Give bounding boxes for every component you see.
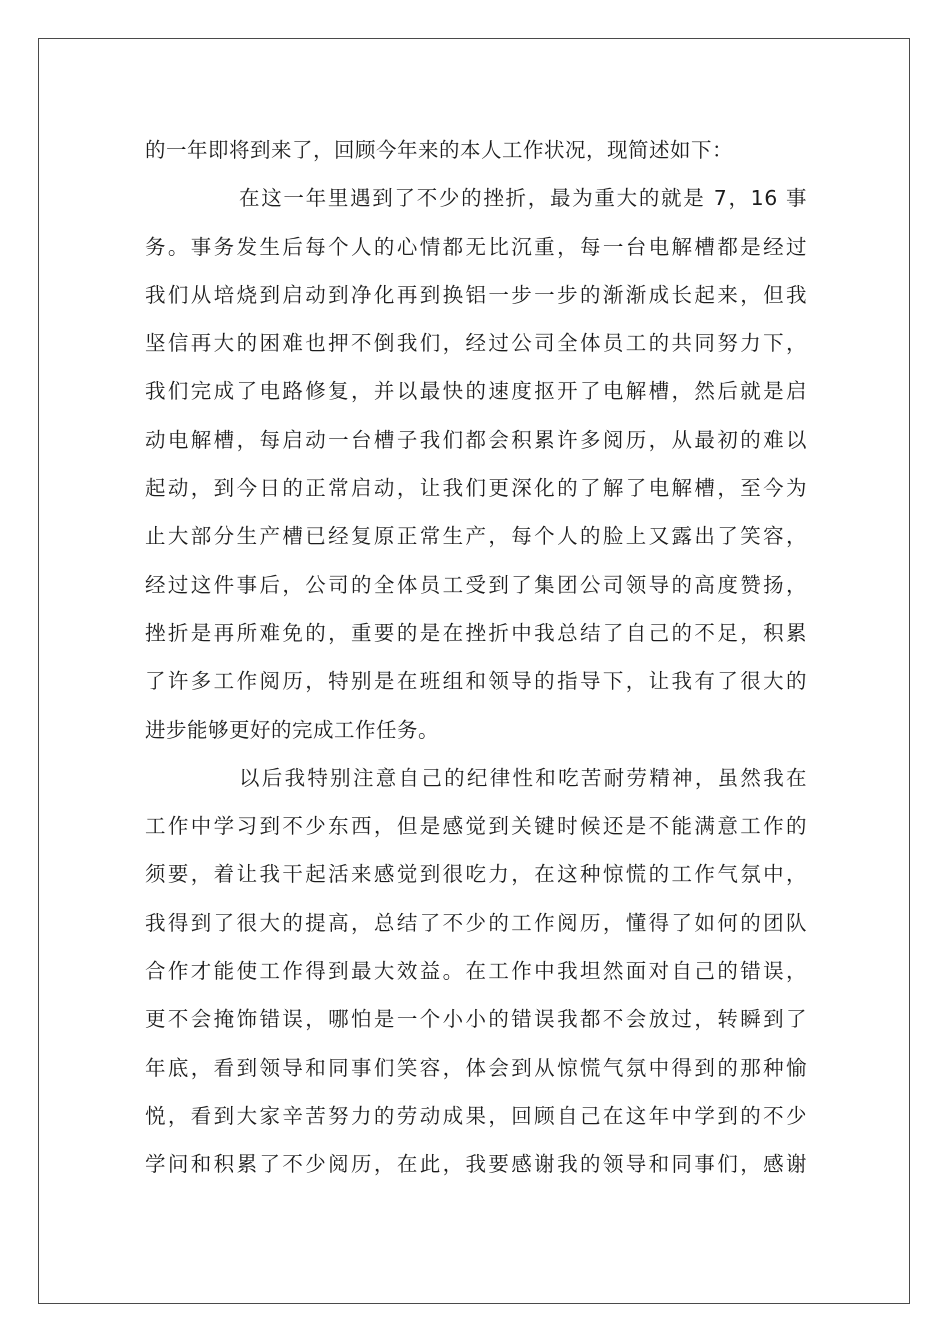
text-line: 了许多工作阅历，特别是在班组和领导的指导下，让我有了很大的 xyxy=(145,669,807,694)
document-body xyxy=(145,126,807,1189)
text-line: 务。事务发生后每个人的心情都无比沉重，每一台电解槽都是经过 xyxy=(145,234,807,259)
text-line: 我们完成了电路修复，并以最快的速度抠开了电解槽，然后就是启 xyxy=(145,379,807,404)
text-line: 坚信再大的困难也押不倒我们，经过公司全体员工的共同努力下， xyxy=(145,331,807,356)
text-line: 悦，看到大家辛苦努力的劳动成果，回顾自己在这年中学到的不少 xyxy=(145,1103,807,1128)
text-line: 的一年即将到来了，回顾今年来的本人工作状况，现简述如下： xyxy=(145,138,733,162)
text-line: 我得到了很大的提高，总结了不少的工作阅历，懂得了如何的团队 xyxy=(145,910,807,935)
text-line: 起动，到今日的正常启动，让我们更深化的了解了电解槽，至今为 xyxy=(145,476,807,501)
text-line: 我们从培烧到启动到净化再到换铝一步一步的渐渐成长起来，但我 xyxy=(145,282,807,307)
text-line: 须要，着让我干起活来感觉到很吃力，在这种惊慌的工作气氛中， xyxy=(145,862,807,887)
text-line: 更不会掩饰错误，哪怕是一个小小的错误我都不会放过，转瞬到了 xyxy=(145,1007,807,1032)
text-line: 挫折是再所难免的，重要的是在挫折中我总结了自己的不足，积累 xyxy=(145,620,807,645)
text-line: 经过这件事后，公司的全体员工受到了集团公司领导的高度赞扬， xyxy=(145,572,807,597)
text-line: 动电解槽，每启动一台槽子我们都会积累许多阅历，从最初的难以 xyxy=(145,427,807,452)
paragraph-start-line: 在这一年里遇到了不少的挫折，最为重大的就是 7，16 事 xyxy=(239,186,807,211)
paragraph-start-line: 以后我特别注意自己的纪律性和吃苦耐劳精神，虽然我在 xyxy=(239,765,807,790)
text-line: 年底，看到领导和同事们笑容，体会到从惊慌气氛中得到的那种愉 xyxy=(145,1055,807,1080)
text-line: 学问和积累了不少阅历，在此，我要感谢我的领导和同事们，感谢 xyxy=(145,1152,807,1177)
text-line: 工作中学习到不少东西，但是感觉到关键时候还是不能满意工作的 xyxy=(145,814,807,839)
paragraph-end-line: 进步能够更好的完成工作任务。 xyxy=(145,717,439,742)
text-line: 止大部分生产槽已经复原正常生产，每个人的脸上又露出了笑容， xyxy=(145,524,807,549)
text-line: 合作才能使工作得到最大效益。在工作中我坦然面对自己的错误， xyxy=(145,959,807,984)
